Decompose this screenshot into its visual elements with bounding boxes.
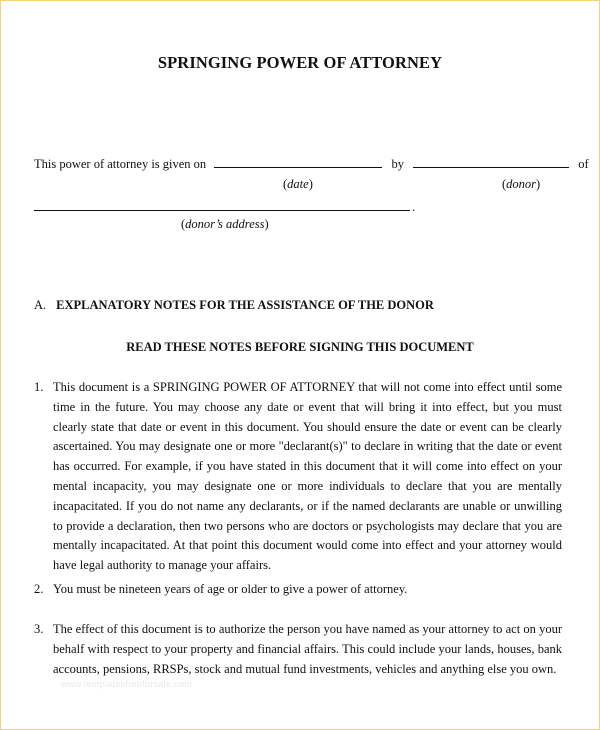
note-text: You must be nineteen years of age or older to give a power of attorney. bbox=[53, 582, 408, 596]
of-label: of bbox=[578, 157, 589, 171]
address-blank[interactable] bbox=[34, 201, 410, 211]
date-caption-text: date bbox=[287, 177, 309, 191]
note-number: 3. bbox=[34, 622, 44, 636]
document-title: SPRINGING POWER OF ATTORNEY bbox=[157, 53, 443, 72]
section-heading-text: EXPLANATORY NOTES FOR THE ASSISTANCE OF THE DONOR bbox=[56, 298, 434, 312]
note-number: 2. bbox=[34, 582, 44, 596]
date-caption: (date) bbox=[283, 177, 313, 191]
section-subheading: READ THESE NOTES BEFORE SIGNING THIS DOCUMENT bbox=[126, 340, 474, 354]
address-period: . bbox=[412, 200, 416, 214]
note-text: The effect of this document is to authorize the person you have named as your attorney to act on your behalf with respect to your property and financial affairs. This could include your lands, houses, bank accounts, pensions, RRSPs, stock and mutual fund investments, vehicles and anything else you own. bbox=[53, 622, 562, 676]
date-blank[interactable] bbox=[214, 158, 382, 168]
section-heading bbox=[34, 298, 434, 313]
donor-blank[interactable] bbox=[413, 158, 569, 168]
watermark: www.templatesfreeforsale.com bbox=[61, 679, 192, 689]
intro-line bbox=[34, 157, 589, 172]
address-line bbox=[34, 200, 415, 215]
donor-caption-text: donor bbox=[506, 177, 537, 191]
given-on-label: This power of attorney is given on bbox=[34, 157, 207, 171]
address-caption: (donor’s address) bbox=[181, 217, 269, 231]
note-item bbox=[34, 580, 562, 600]
note-item bbox=[34, 378, 562, 576]
note-number: 1. bbox=[34, 380, 44, 394]
by-label: by bbox=[391, 157, 404, 171]
address-caption-text: donor’s address bbox=[185, 217, 265, 231]
note-text: This document is a SPRINGING POWER OF ATTORNEY that will not come into effect until some time in the future. You may choose any date or event that will bring it into effect, but you must clearly state that date or event in this document. You should ensure the date or event can be clearly ascertained. You may designate one or more "declarant(s)" to declare in writing that the date or event has occurred. For example, if you have stated in this document that it will come into effect on your mental incapacity, you may designate one or more individuals to declare that you are mentally incapacitated. If you do not name any declarants, or if the named declarants are unable or unwilling to provide a declaration, then two persons who are doctors or psychologists may declare that you are mentally incapacitated. At that point this document would come into effect and your attorney would have legal authority to manage your affairs. bbox=[53, 380, 562, 573]
donor-caption: (donor) bbox=[502, 177, 541, 191]
section-letter: A. bbox=[34, 298, 47, 312]
note-item bbox=[34, 620, 562, 679]
